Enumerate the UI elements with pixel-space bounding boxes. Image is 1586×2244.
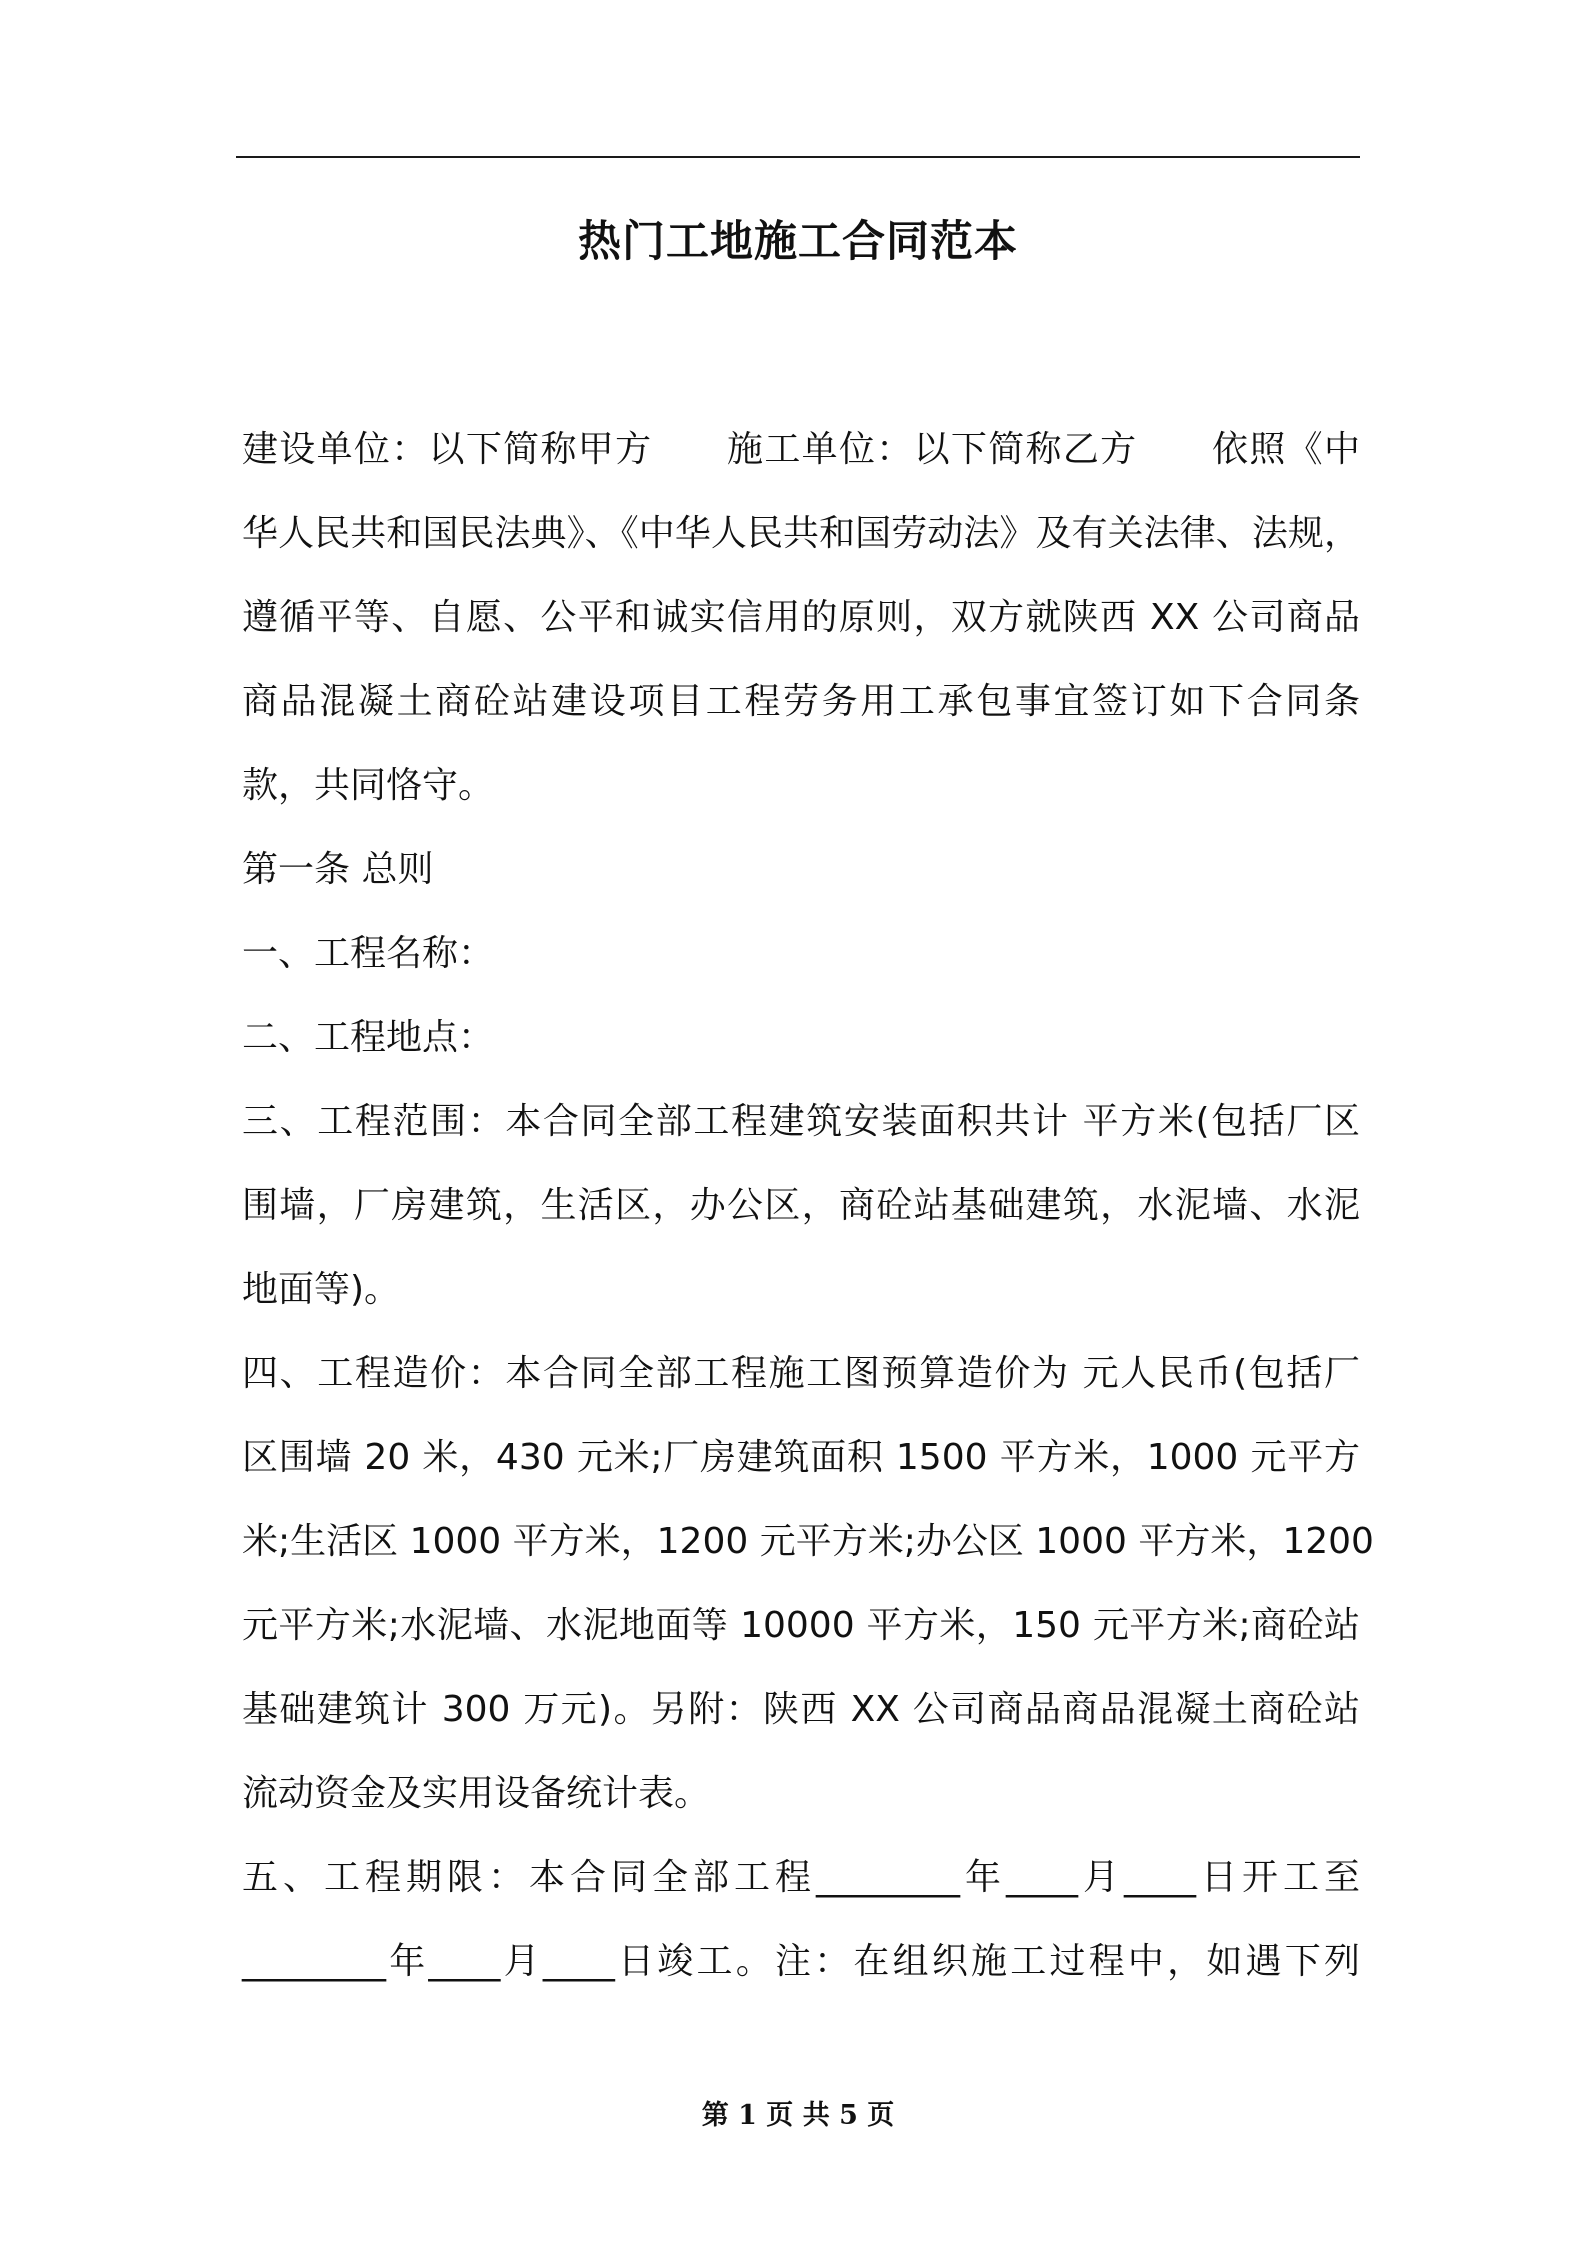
body-line: 区围墙 20 米，430 元米;厂房建筑面积 1500 平方米，1000 元平方 [242, 1437, 1360, 1478]
clause-item: 四、工程造价：本合同全部工程施工图预算造价为 元人民币(包括厂 [242, 1353, 1360, 1394]
document-body [242, 408, 1374, 2004]
section-heading: 第一条 总则 [242, 849, 434, 890]
body-line: 围墙，厂房建筑，生活区，办公区，商砼站基础建筑，水泥墙、水泥 [242, 1185, 1360, 1226]
body-line: 地面等)。 [242, 1269, 401, 1310]
body-line: 流动资金及实用设备统计表。 [242, 1773, 711, 1814]
body-line: ________年____月____日竣工。注：在组织施工过程中，如遇下列 [242, 1941, 1360, 1982]
body-line: 遵循平等、自愿、公平和诚实信用的原则，双方就陕西 XX 公司商品 [242, 597, 1360, 638]
header-rule [236, 156, 1360, 158]
body-line: 米;生活区 1000 平方米，1200 元平方米;办公区 1000 平方米，1200 [242, 1521, 1374, 1562]
body-line: 建设单位：以下简称甲方 施工单位：以下简称乙方 依照《中 [242, 429, 1360, 470]
clause-item: 五、工程期限：本合同全部工程________年____月____日开工至 [242, 1857, 1360, 1898]
clause-item: 三、工程范围：本合同全部工程建筑安装面积共计 平方米(包括厂区 [242, 1101, 1360, 1142]
document-title: 热门工地施工合同范本 [578, 217, 1018, 267]
clause-item: 一、工程名称： [242, 933, 495, 974]
page-number: 第 1 页 共 5 页 [701, 2100, 895, 2131]
body-line: 商品混凝土商砼站建设项目工程劳务用工承包事宜签订如下合同条 [242, 681, 1360, 722]
body-line: 款，共同恪守。 [242, 765, 495, 806]
body-line: 华人民共和国民法典》、《中华人民共和国劳动法》及有关法律、法规， [242, 513, 1360, 554]
body-line: 元平方米;水泥墙、水泥地面等 10000 平方米，150 元平方米;商砼站 [242, 1605, 1360, 1646]
clause-item: 二、工程地点： [242, 1017, 495, 1058]
body-line: 基础建筑计 300 万元)。另附：陕西 XX 公司商品商品混凝土商砼站 [242, 1689, 1360, 1730]
